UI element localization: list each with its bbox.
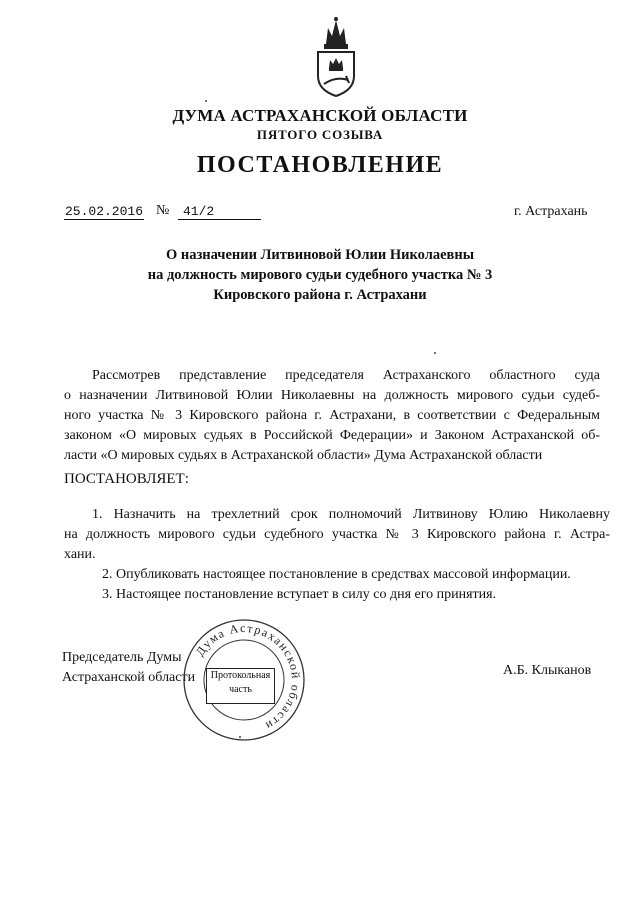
preamble-paragraph (64, 366, 600, 466)
signatory-name: А.Б. Клыканов (503, 663, 592, 678)
title-line-2: на должность мирового судьи судебного участка № 3 (147, 267, 493, 283)
stamp-center-line-1: Протокольная (210, 670, 271, 681)
preamble-line: ласти «О мировых судьях в Астраханской области» Дума Астраханской области (64, 448, 543, 463)
organization-name: ДУМА АСТРАХАНСКОЙ ОБЛАСТИ (172, 106, 468, 125)
stamp-center-line-2: часть (229, 684, 252, 695)
document-number: 41/2 (183, 204, 215, 219)
item-line: 3. Настоящее постановление вступает в силу со дня его принятия. (102, 587, 497, 602)
preamble-line: законом «О мировых судьях в Российской Федерации» и Законом Астраханской об- (64, 428, 600, 443)
stamp-ring-text: Дума Астраханской области (192, 620, 304, 734)
number-sign: № (156, 203, 170, 218)
document-type: ПОСТАНОВЛЕНИЕ (196, 152, 444, 178)
scan-speck (239, 736, 241, 738)
item-line: на должность мирового судьи судебного участка № 3 Кировского района г. Астра- (64, 527, 610, 542)
item-line: 2. Опубликовать настоящее постановление в средствах массовой информации. (102, 567, 571, 582)
position-line-2: Астраханской области (62, 670, 196, 685)
stamp-center (206, 668, 275, 704)
convocation: ПЯТОГО СОЗЫВА (256, 127, 384, 142)
position-line-1: Председатель Думы (62, 650, 182, 665)
number-underline (178, 219, 261, 220)
scan-speck (434, 352, 436, 354)
date-underline (64, 219, 144, 220)
preamble-line: Рассмотрев представление председателя Астраханского областного суда (92, 368, 600, 383)
title-line-3: Кировского района г. Астрахани (213, 287, 427, 303)
item-line: хани. (64, 547, 96, 562)
coat-of-arms-emblem (312, 14, 360, 98)
preamble-line: о назначении Литвиновой Юлии Николаевны на должность мирового судьи судеб- (64, 388, 600, 403)
preamble-line: ного участка № 3 Кировского района г. Астрахани, в соответствии с Федеральным (64, 408, 600, 423)
signatory-position (62, 648, 195, 688)
resolution-items (64, 505, 610, 605)
item-line: 1. Назначить на трехлетний срок полномочий Литвинову Юлию Николаевну (92, 507, 610, 522)
document-date: 25.02.2016 (65, 204, 144, 219)
document-city: г. Астрахань (514, 204, 588, 219)
resolve-heading: ПОСТАНОВЛЯЕТ: (64, 471, 189, 487)
scan-speck (205, 100, 207, 102)
title-line-1: О назначении Литвиновой Юлии Николаевны (165, 247, 475, 263)
